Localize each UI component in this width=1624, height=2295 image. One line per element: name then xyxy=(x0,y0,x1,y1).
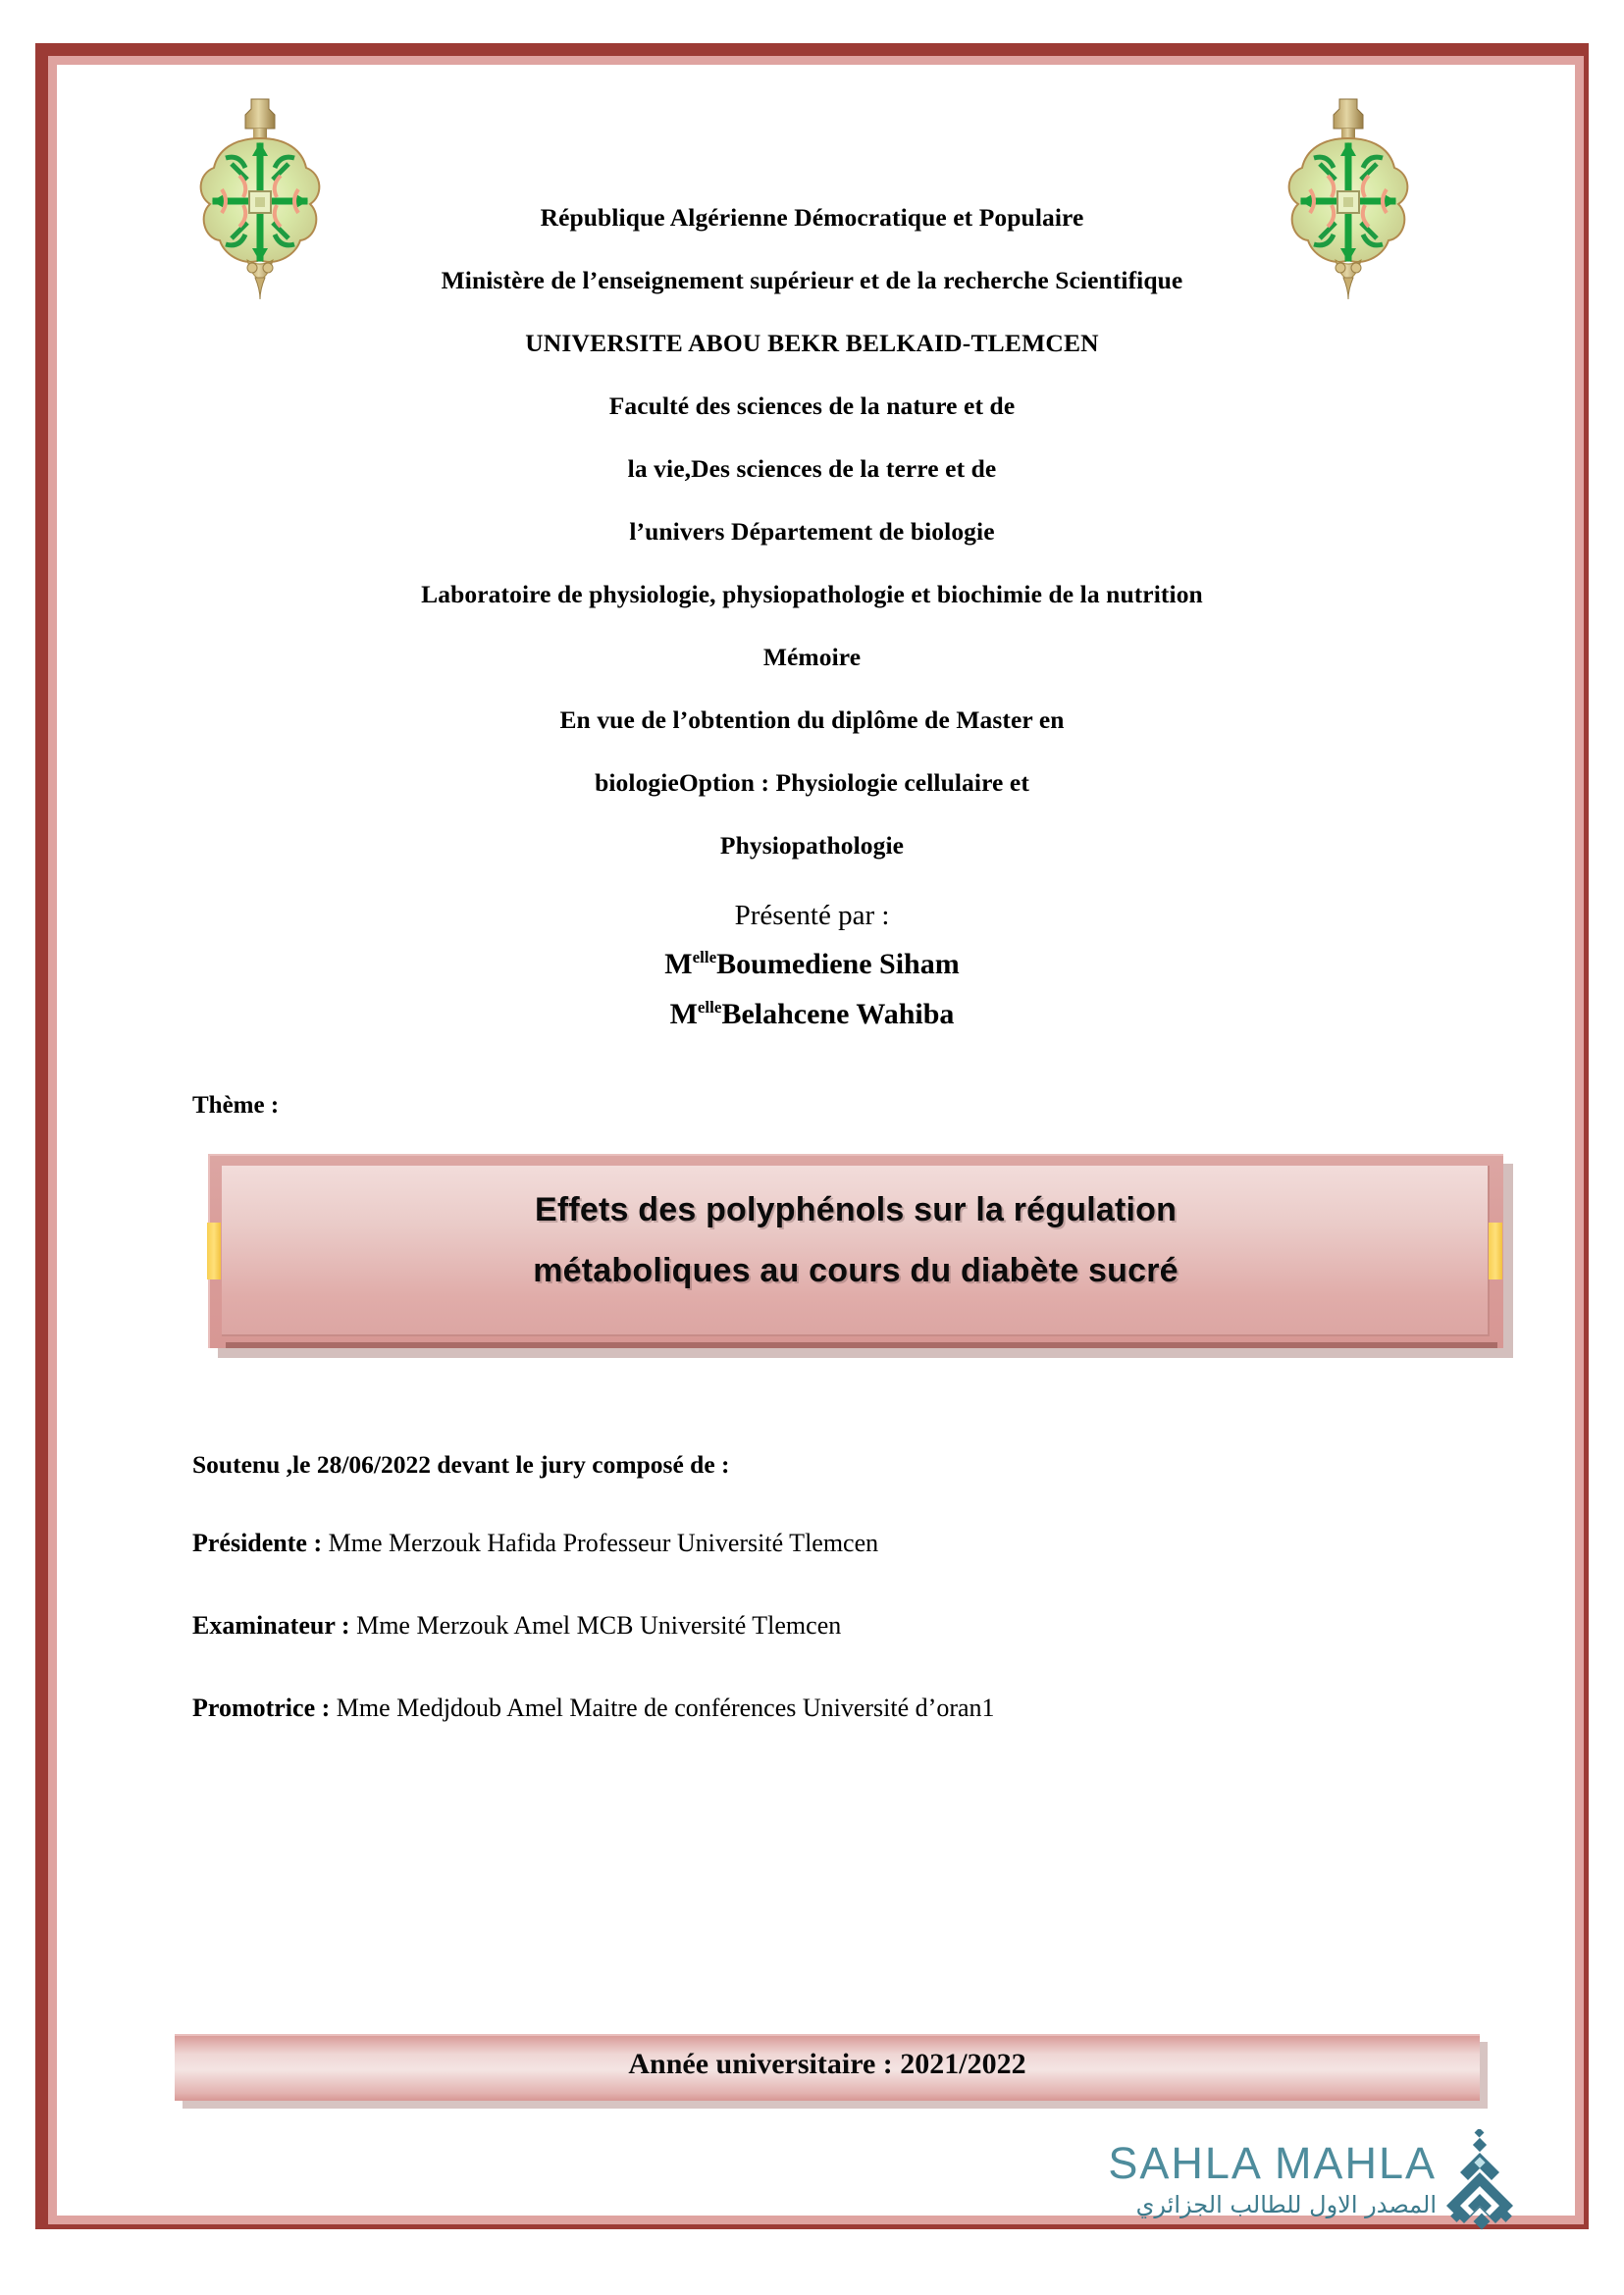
header-line-option: biologieOption : Physiologie cellulaire et xyxy=(595,768,1029,797)
header-line-faculty-2: la vie,Des sciences de la terre et de xyxy=(627,454,997,483)
author-1 xyxy=(196,936,1428,986)
header-line-republic: République Algérienne Démocratique et Populaire xyxy=(540,203,1084,232)
jury-role-examiner: Examinateur : xyxy=(192,1611,350,1640)
jury-member-row xyxy=(192,1609,1419,1643)
theme-banner-bottom-bar xyxy=(226,1342,1497,1348)
author-2-title: M xyxy=(669,998,698,1030)
author-2 xyxy=(196,986,1428,1036)
author-1-name: Boumediene Siham xyxy=(716,948,960,980)
header-line-department: l’univers Département de biologie xyxy=(629,517,995,546)
jury-value-examiner: Mme Merzouk Amel MCB Université Tlemcen xyxy=(356,1611,842,1640)
thesis-title-line-1: Effets des polyphénols sur la régulation xyxy=(534,1191,1178,1228)
presented-by-label: Présenté par : xyxy=(734,900,890,931)
header-line-ministry: Ministère de l’enseignement supérieur et de la recherche Scientifique xyxy=(441,266,1183,294)
academic-year-banner xyxy=(175,2034,1480,2107)
jury-role-president: Présidente : xyxy=(192,1529,323,1557)
jury-member-row xyxy=(192,1527,1419,1560)
sahla-mahla-arabic-tagline: المصدر الاول للطالب الجزائري xyxy=(1135,2191,1437,2218)
institution-header xyxy=(196,186,1428,877)
author-2-name: Belahcene Wahiba xyxy=(721,998,955,1030)
header-line-specialty: Physiopathologie xyxy=(719,831,905,860)
theme-label: Thème : xyxy=(192,1092,280,1119)
presented-by-block xyxy=(196,895,1428,1036)
jury-role-supervisor: Promotrice : xyxy=(192,1694,331,1722)
jury-member-row xyxy=(192,1692,1419,1725)
header-line-diploma: En vue de l’obtention du diplôme de Master en xyxy=(559,705,1065,734)
sahla-mahla-watermark xyxy=(1064,2137,1525,2247)
defense-date-line: Soutenu ,le 28/06/2022 devant le jury composé de : xyxy=(192,1450,730,1479)
header-line-memoire: Mémoire xyxy=(762,643,862,671)
thesis-title xyxy=(208,1179,1503,1301)
author-1-title-sup: elle xyxy=(692,948,717,966)
jury-section xyxy=(192,1450,1419,1774)
jury-value-supervisor: Mme Medjdoub Amel Maitre de conférences Université d’oran1 xyxy=(336,1694,995,1722)
header-line-university: UNIVERSITE ABOU BEKR BELKAID-TLEMCEN xyxy=(525,329,1099,357)
sahla-mahla-diamond-icon xyxy=(1433,2129,1527,2245)
author-2-title-sup: elle xyxy=(697,998,722,1017)
header-line-laboratory: Laboratoire de physiologie, physiopathologie et biochimie de la nutrition xyxy=(421,580,1203,608)
thesis-title-line-2: métaboliques au cours du diabète sucré xyxy=(533,1252,1179,1289)
academic-year-text: Année universitaire : 2021/2022 xyxy=(628,2048,1026,2080)
jury-value-president: Mme Merzouk Hafida Professeur Université Tlemcen xyxy=(328,1529,879,1557)
sahla-mahla-brand-text: SAHLA MAHLA xyxy=(1108,2138,1437,2188)
header-line-faculty-1: Faculté des sciences de la nature et de xyxy=(608,391,1016,420)
author-1-title: M xyxy=(664,948,693,980)
theme-banner xyxy=(208,1154,1503,1354)
